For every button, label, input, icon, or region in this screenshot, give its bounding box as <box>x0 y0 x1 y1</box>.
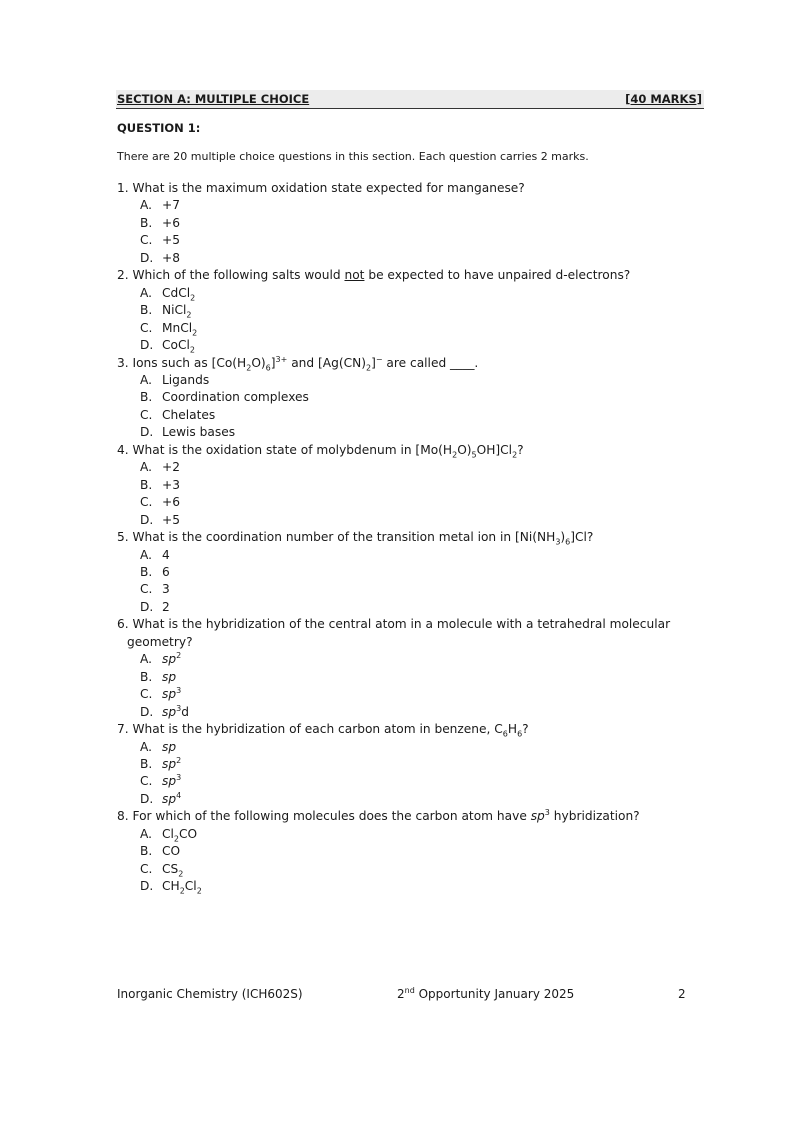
answer-option <box>117 320 677 337</box>
question-list <box>117 180 677 896</box>
option-text: +6 <box>162 215 180 230</box>
option-text: $sp^2$ <box>162 755 182 771</box>
option-text: $sp^4$ <box>162 790 182 806</box>
footer-opportunity: 2nd Opportunity January 2025 <box>397 986 575 1001</box>
question-text: 5. What is the coordination number of the transition metal ion in $[Ni(NH_3)_6]Cl$? <box>117 530 594 547</box>
option-text: +8 <box>162 250 180 265</box>
option-letter: B. <box>140 477 153 492</box>
option-letter: A. <box>140 547 152 562</box>
option-letter: B. <box>140 756 153 771</box>
option-text: $CH_2Cl_2$ <box>162 879 202 896</box>
option-letter: A. <box>140 652 152 667</box>
option-letter: B. <box>140 215 153 230</box>
option-text: +6 <box>162 495 180 510</box>
option-letter: C. <box>140 687 153 702</box>
answer-option <box>117 197 677 214</box>
question-text: 8. For which of the following molecules does the carbon atom have $sp^3$ hybridization? <box>117 808 640 824</box>
option-letter: B. <box>140 564 153 579</box>
option-letter: B. <box>140 390 153 405</box>
option-text: +5 <box>162 512 180 527</box>
option-text: +7 <box>162 198 180 213</box>
page-number: 2 <box>678 987 686 1001</box>
answer-option <box>117 232 677 249</box>
option-letter: C. <box>140 582 153 597</box>
option-text: CO <box>162 844 181 859</box>
answer-option <box>117 739 677 756</box>
option-text: 6 <box>162 564 170 579</box>
question-text: 3. Ions such as $[Co(H_2O)_6]^{3+}$ and $[Ag(CN)_2]^-$ are called ____. <box>117 354 479 372</box>
option-letter: A. <box>140 372 152 387</box>
answer-option <box>117 756 677 773</box>
option-letter: C. <box>140 861 153 876</box>
answer-option <box>117 285 677 302</box>
instructions: There are 20 multiple choice questions in this section. Each question carries 2 marks. <box>117 150 589 163</box>
answer-option <box>117 773 677 790</box>
option-letter: D. <box>140 250 154 265</box>
option-text: sp <box>162 669 177 684</box>
answer-option <box>117 302 677 319</box>
option-text: $sp^3$ <box>162 686 182 702</box>
option-letter: B. <box>140 669 153 684</box>
option-text: MnCl$_2$ <box>162 320 198 338</box>
option-letter: C. <box>140 320 153 335</box>
answer-option <box>117 704 677 721</box>
answer-option <box>117 424 677 441</box>
option-letter: A. <box>140 460 152 475</box>
answer-option <box>117 477 677 494</box>
option-text: CdCl$_2$ <box>162 285 196 303</box>
answer-option <box>117 547 677 564</box>
option-text: sp <box>162 739 177 754</box>
option-letter: D. <box>140 599 154 614</box>
option-letter: B. <box>140 303 153 318</box>
answer-option <box>117 651 677 668</box>
answer-option <box>117 407 677 424</box>
option-letter: A. <box>140 285 152 300</box>
answer-option <box>117 494 677 511</box>
option-text: +5 <box>162 233 180 248</box>
option-letter: D. <box>140 879 154 894</box>
question-text: 4. What is the oxidation state of molybdenum in $[Mo(H_2O)_5OH]Cl_2$? <box>117 442 524 460</box>
section-marks: [40 MARKS] <box>625 92 702 106</box>
option-text: $Cl_2CO$ <box>162 826 198 844</box>
answer-option <box>117 669 677 686</box>
option-letter: D. <box>140 338 154 353</box>
option-letter: D. <box>140 704 154 719</box>
option-text: CoCl$_2$ <box>162 338 195 355</box>
question-text: 1. What is the maximum oxidation state expected for manganese? <box>117 181 525 195</box>
option-text: 4 <box>162 547 170 562</box>
option-text: 2 <box>162 599 170 614</box>
answer-option <box>117 564 677 581</box>
option-text: Chelates <box>162 407 216 422</box>
answer-option <box>117 215 677 232</box>
answer-option <box>117 826 677 843</box>
answer-option <box>117 878 677 895</box>
section-title: SECTION A: MULTIPLE CHOICE <box>117 92 310 106</box>
option-text: $CS_2$ <box>162 861 184 879</box>
answer-option <box>117 843 677 860</box>
option-text: +2 <box>162 460 180 475</box>
answer-option <box>117 459 677 476</box>
option-letter: D. <box>140 425 154 440</box>
option-text: $sp^2$ <box>162 651 182 667</box>
answer-option <box>117 791 677 808</box>
option-letter: C. <box>140 774 153 789</box>
question-text: 6. What is the hybridization of the central atom in a molecule with a tetrahedral molecular geometry? <box>117 617 671 649</box>
section-header <box>116 90 704 109</box>
option-text: +3 <box>162 477 180 492</box>
answer-option <box>117 250 677 267</box>
answer-option <box>117 337 677 354</box>
option-letter: B. <box>140 844 153 859</box>
answer-option <box>117 389 677 406</box>
option-text: Ligands <box>162 372 210 387</box>
question-text: 7. What is the hybridization of each carbon atom in benzene, $C_6H_6$? <box>117 722 529 739</box>
option-letter: A. <box>140 826 152 841</box>
option-letter: D. <box>140 512 154 527</box>
option-letter: A. <box>140 198 152 213</box>
answer-option <box>117 861 677 878</box>
answer-option <box>117 581 677 598</box>
answer-option <box>117 372 677 389</box>
question-text: 2. Which of the following salts would not be expected to have unpaired d-electrons? <box>117 268 631 283</box>
answer-option <box>117 599 677 616</box>
option-text: Coordination complexes <box>162 390 309 405</box>
answer-option <box>117 512 677 529</box>
footer-course: Inorganic Chemistry (ICH602S) <box>117 987 303 1001</box>
option-letter: C. <box>140 233 153 248</box>
option-text: $sp^3$ <box>162 773 182 789</box>
option-text: Lewis bases <box>162 425 236 440</box>
option-letter: C. <box>140 495 153 510</box>
question-heading: QUESTION 1: <box>117 121 201 135</box>
option-letter: C. <box>140 407 153 422</box>
option-text: 3 <box>162 582 170 597</box>
option-letter: D. <box>140 791 154 806</box>
option-letter: A. <box>140 739 152 754</box>
option-text: $sp^3d$ <box>162 703 189 719</box>
option-text: NiCl$_2$ <box>162 303 192 320</box>
answer-option <box>117 686 677 703</box>
